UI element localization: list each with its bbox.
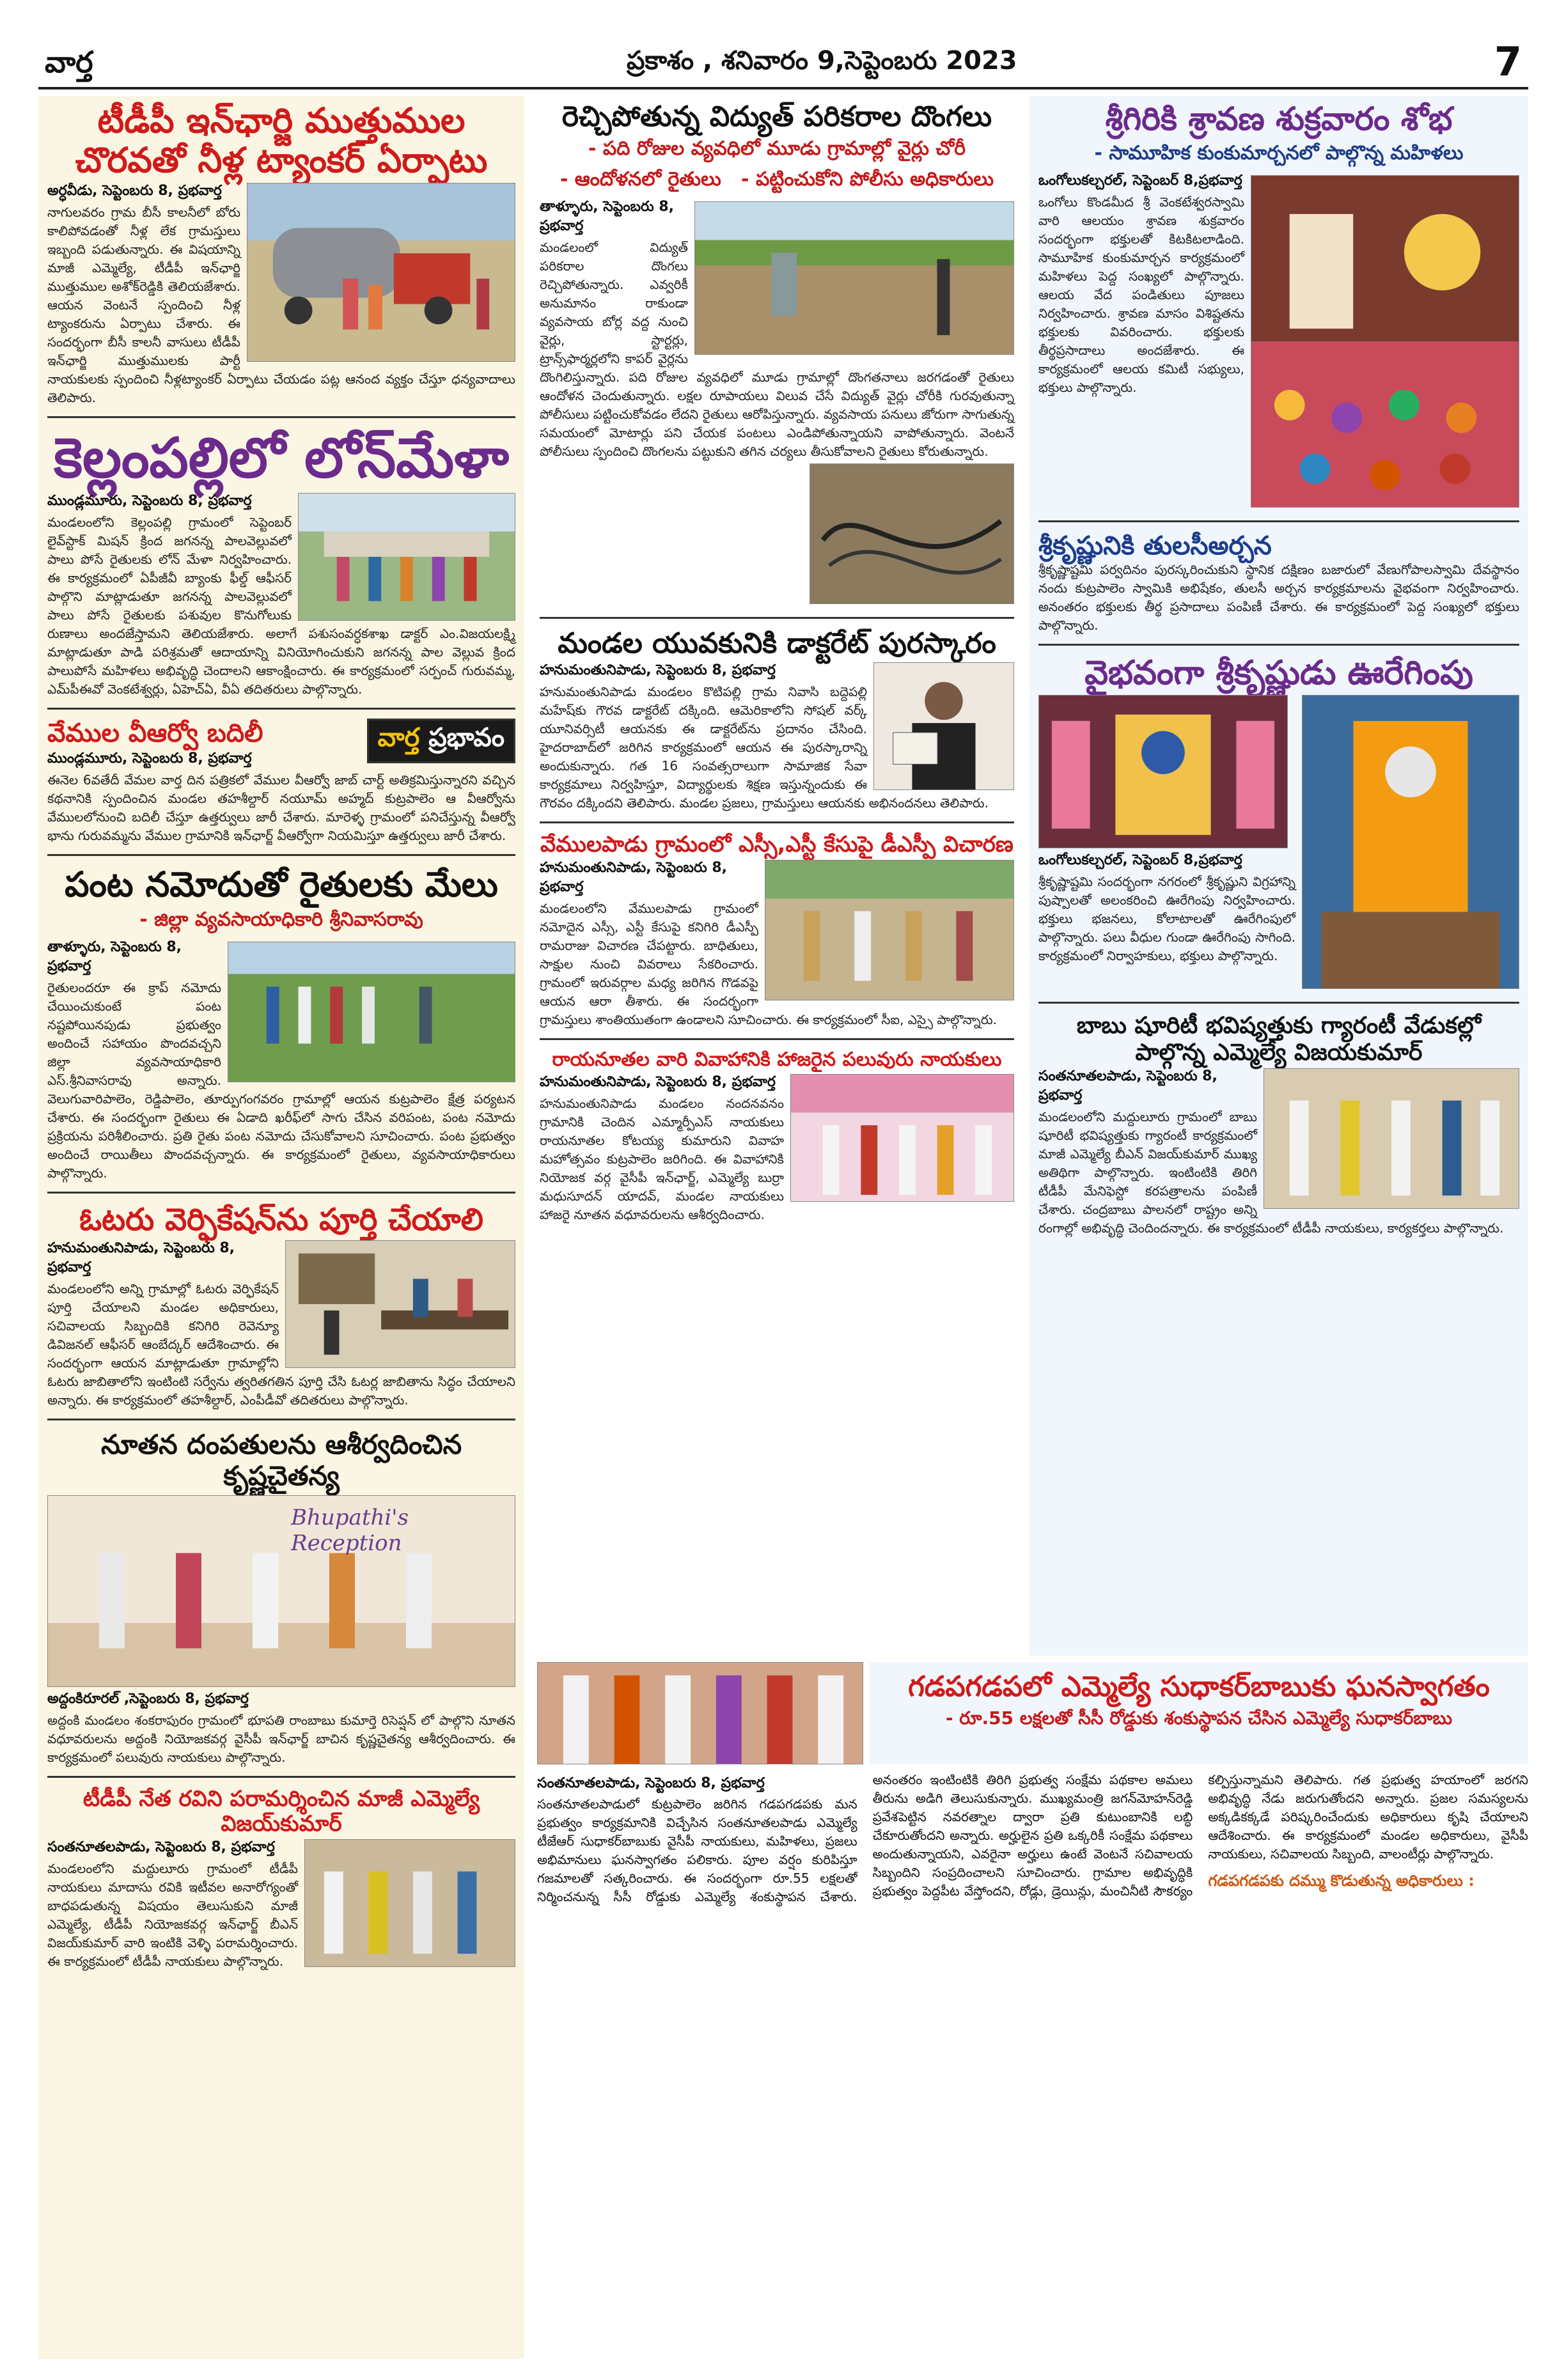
story-body: సంతనూతలపాడులో కుట్రపాలెం జరిగిన గడపగడపకు మన ప్రభుత్వం కార్యక్రమానికి విచ్చేసిన సంతనూతలపాడు ఎమ్మెల్యే టీజేఆర్ సుధాకర్‌బాబుకు వైసీపీ నాయకులు, మహిళలు, ప్రజలు అభిమానులు ఘనస్వాగతం పలికారు. పూల వర్షం కురిపిస్తూ గజమాలతో సత్కరించారు. ఈ సందర్భంగా రూ.55 లక్షలతో నిర్మించనున్న సీసీ రోడ్డుకు ఎమ్మెల్యే శంకుస్థాపన చేశారు. అనంతరం ఇంటింటికి తిరిగి ప్రభుత్వ సంక్షేమ పథకాల అమలు తీరును అడిగి తెలుసుకున్నారు. ముఖ్యమంత్రి జగన్‌మోహన్‌రెడ్డి ప్రవేశపెట్టిన నవరత్నాల ద్వారా ప్రతి కుటుంబానికి లబ్ధి చేకూరుతోందని అన్నారు. అర్హులైన ప్రతి ఒక్కరికీ సంక్షేమ పథకాలు అందుతున్నాయని, ఎవరైనా అర్హులు ఉంటే వెంటనే సచివాలయ సిబ్బందిని సంప్రదించాలని సూచించారు. గ్రామాల అభివృద్ధికి ప్రభుత్వం పెద్దపీట వేస్తోందని, రోడ్లు, డ్రెయిన్లు, మంచినీటి సౌకర్యం కల్పిస్తున్నామని తెలిపారు. గత ప్రభుత్వ హయాంలో జరగని అభివృద్ధి నేడు జరుగుతోందని అన్నారు. ప్రజల సమస్యలను అక్కడికక్కడే పరిష్కరించేందుకు అధికారులు కృషి చేయాలని ఆదేశించారు. ఈ కార్యక్రమంలో మండల అధికారులు, వైసీపీ నాయకులు, సచివాలయ సిబ్బంది, వాలంటీర్లు పాల్గొన్నారు. bbox=[537, 1772, 1528, 1904]
story-wedding-leaders bbox=[531, 1044, 1023, 1229]
headline: గడపగడపలో ఎమ్మెల్యే సుధాకర్‌బాబుకు ఘనస్వాగతం bbox=[908, 1670, 1490, 1703]
headline: నూతన దంపతులను ఆశీర్వదించిన కృష్ణచైతన్య bbox=[100, 1429, 462, 1491]
headline: శ్రీకృష్ణునికి తులసీఅర్చన bbox=[1038, 531, 1272, 561]
subheadline: పాల్గొన్న ఎమ్మెల్యే విజయకుమార్ bbox=[1135, 1039, 1423, 1066]
headline: టీడీపీ నేత రవిని పరామర్శించిన మాజీ ఎమ్మెల్యే విజయ్‌కుమార్ bbox=[82, 1785, 480, 1837]
photo-dsp-inquiry bbox=[765, 860, 1014, 1000]
photo-mla-welcome bbox=[537, 1662, 863, 1764]
divider bbox=[47, 1192, 515, 1194]
column-left bbox=[38, 96, 524, 2359]
byline: హనుమంతునిపాడు, సెప్టెంబరు 8, ప్రభవార్త bbox=[540, 1073, 776, 1090]
subheadline: - రూ.55 లక్షలతో సీసీ రోడ్డుకు శంకుస్థాపన చేసిన ఎమ్మెల్యే సుధాకర్‌బాబు bbox=[945, 1707, 1453, 1729]
subheadline: - జిల్లా వ్యవసాయాధికారి శ్రీనివాసరావు bbox=[139, 908, 423, 931]
photo-visit bbox=[304, 1839, 515, 1967]
story-sravana-friday bbox=[1029, 96, 1528, 517]
byline: సంతనూతలపాడు, సెప్టెంబరు 8, ప్రభవార్త bbox=[537, 1775, 765, 1791]
story-doctorate bbox=[531, 623, 1023, 818]
story-body: మండలంలో విద్యుత్ పరికరాల దొంగలు రెచ్చిపోతున్నారు. ఎవ్వరికీ అనుమానం రాకుండా వ్యవసాయ బోర్ల వద్ద నుంచి వైర్లు, స్టార్టర్లు, ట్రాన్స్‌ఫార్మర్లలోని కాపర్ వైర్లను దొంగిలిస్తున్నారు. పది రోజుల వ్యవధిలో మూడు గ్రామాల్లో దొంగతనాలు జరగడంతో రైతులు ఆందోళన చెందుతున్నారు. లక్షల రూపాయలు విలువ చేసే విద్యుత్ వైర్లు చోరీకి గురవుతున్నా పోలీసులు పట్టించుకోవడం లేదని రైతులు ఆరోపిస్తున్నారు. వ్యవసాయ పనులు జోరుగా సాగుతున్న సమయంలో మోటార్లు పని చేయక పంటలు ఎండిపోతున్నాయని వాపోతున్నారు. వెంటనే పోలీసులు స్పందించి దొంగలను పట్టుకుని తగిన చర్యలు తీసుకోవాలని రైతులు కోరుతున్నారు. bbox=[540, 239, 1014, 459]
headline: చొరవతో నీళ్ల ట్యాంకర్ ఏర్పాటు bbox=[75, 140, 488, 181]
byline: ఒంగోలుకల్చరల్, సెప్టెంబర్ 8,ప్రభవార్త bbox=[1038, 852, 1242, 869]
photo-loan-mela bbox=[298, 493, 515, 621]
story-body: హనుమంతునిపాడు మండలం నందనవనం గ్రామానికి చెందిన ఎమ్మార్పీఎస్ నాయకులు రాయనూతల కోటయ్య కుమారుని వివాహ మహోత్సవం కుట్రపాలెం జరిగింది. ఈ వివాహానికి నియోజక వర్గ వైసీపీ ఇన్‌ఛార్జ్, ఎమ్మెల్యే బుర్రా మధుసూదన్ యాదవ్, మండల నాయకులు హాజరై నూతన వధూవరులను ఆశీర్వదించారు. bbox=[540, 1095, 784, 1222]
story-body: ఒంగోలు కొండమీద శ్రీ వెంకటేశ్వరస్వామి వారి ఆలయం శ్రావణ శుక్రవారం సందర్భంగా భక్తులతో కిటకిటలాడింది. సామూహిక కుంకుమార్చన కార్యక్రమంలో మహిళలు పెద్ద సంఖ్యలో పాల్గొన్నారు. ఆలయ వేద పండితులు పూజలు నిర్వహించారు. శ్రావణ మాసం విశిష్టతను భక్తులకు వివరించారు. భక్తులకు తీర్థప్రసాదాలు అందజేశారు. ఈ కార్యక్రమంలో ఆలయ కమిటీ సభ్యులు, భక్తులు పాల్గొన్నారు. bbox=[1038, 194, 1244, 395]
story-crop-registration bbox=[38, 860, 524, 1188]
photo-crop-field bbox=[228, 942, 515, 1082]
subheadline: - పది రోజుల వ్యవధిలో మూడు గ్రామాల్లో వైర్లు చోరీ bbox=[588, 137, 966, 160]
headline: పంట నమోదుతో రైతులకు మేలు bbox=[65, 864, 498, 905]
byline: ఒంగోలుకల్చరల్, సెప్టెంబర్ 8,ప్రభవార్త bbox=[1038, 172, 1242, 189]
masthead bbox=[38, 32, 1528, 89]
box-title: గడపగడపకు దమ్ము కొడుతున్న అధికారులు : bbox=[1208, 1872, 1475, 1890]
subheadline: - సామూహిక కుంకుమార్చనలో పాల్గొన్న మహిళలు bbox=[1094, 141, 1464, 164]
byline: ముండ్లమూరు, సెప్టెంబరు 8, ప్రభవార్త bbox=[47, 493, 252, 509]
divider bbox=[1038, 520, 1519, 522]
story-voter-verification bbox=[38, 1197, 524, 1415]
story-body: అద్దంకి మండలం శంకరాపురం గ్రామంలో భూపతి రాంబాబు కుమార్తె రిసెప్షన్ లో పాల్గొని నూతన వధూవరులను అద్దంకి నియోజకవర్గ వైసీపీ ఇన్‌ఛార్జ్ బాచిన కృష్ణచైతన్య ఆశీర్వదించారు. ఈ కార్యక్రమంలో పలువురు నాయకులు పాల్గొన్నారు. bbox=[47, 1712, 515, 1765]
divider bbox=[540, 617, 1014, 619]
story-body: మండలంలోని మద్దులూరు గ్రామంలో టీడీపీ నాయకులు మాదాసు రవికి ఇటీవల అనారోగ్యంతో బాధపడుతున్న విషయం తెలుసుకుని మాజీ ఎమ్మెల్యే, టీడీపీ నియోజకవర్గ ఇన్‌ఛార్జ్ బీఎన్ విజయ్‌కుమార్ వారి ఇంటికి వెళ్ళి పరామర్శించారు. ఈ కార్యక్రమంలో టీడీపీ నాయకులు పాల్గొన్నారు. bbox=[47, 1861, 298, 1970]
headline: రాయనూతల వారి వివాహానికి హాజరైన పలువురు నాయకులు bbox=[552, 1048, 1002, 1071]
story-body: హనుమంతునిపాడు మండలం కొటిపల్లి గ్రామ నివాసి బద్దెపల్లి మహేష్‌కు గౌరవ డాక్టరేట్ దక్కింది. ఆమెరికాలోని సోషల్ వర్క్ యూనివర్సిటీ ఆయనకు ఈ డాక్టరేట్‌ను ప్రదానం చేసింది. హైదరాబాద్‌లో జరిగిన కార్యక్రమంలో ఆయన ఈ పురస్కారాన్ని అందుకున్నారు. గత 16 సంవత్సరాలుగా సామాజిక సేవా కార్యక్రమాలు నిర్వహిస్తూ, విద్యార్థులకు శిక్షణ ఇస్తున్నందుకు ఈ గౌరవం దక్కిందని తెలిపారు. మండల ప్రజలు, గ్రామస్తులు ఆయనకు అభినందనలు తెలిపారు. bbox=[540, 684, 989, 811]
column-right bbox=[1029, 96, 1528, 1656]
story-body: మండలంలోని అన్ని గ్రామాల్లో ఓటరు వెర్ఫికేషన్ పూర్తి చేయాలని మండల అధికారులు, సచివాలయ సిబ్బందికి కనిగిరి రెవెన్యూ డివిజనల్ ఆఫీసర్ ఆంబేద్కర్ ఆదేశించారు. ఈ సందర్భంగా ఆయన మాట్లాడుతూ గ్రామాల్లోని ఓటరు జాబితాలోని ఇంటింటి సర్వేను త్వరితగతిన పూర్తి చేసి ఓటర్ల జాబితాను సిద్ధం చేయాలని అన్నారు. ఈ కార్యక్రమంలో తహశీల్దార్, ఎంపీడీవో తదితరులు పాల్గొన్నారు. bbox=[47, 1281, 515, 1408]
story-tulasi-archana bbox=[1029, 526, 1528, 640]
byline: హనుమంతునిపాడు, సెప్టెంబరు 8, ప్రభవార్త bbox=[540, 662, 776, 679]
story-body: రైతులందరూ ఈ క్రాప్ నమోదు చేయించుకుంటే పంట నష్టపోయినపుడు ప్రభుత్వం అందించే సహాయం పొందవచ్చని జిల్లా వ్యవసాయాధికారి ఎస్.శ్రీనివాసరావు అన్నారు. వెలుగువారిపాలెం, రెడ్డిపాలెం, తూర్పుగంగవరం గ్రామాల్లో ఆయన కుట్రపాలెం క్షేత్ర పర్యటన చేశారు. ఈ సందర్భంగా రైతులు ఈ ఏడాది ఖరీఫ్‌లో సాగు చేసిన వరిపంట, పంట నమోదు ప్రక్రియను పరిశీలించారు. ప్రతి రైతు పంట నమోదు చేసుకోవాలని సూచించారు. పంట ప్రభుత్వం అందించే రాయితీలు పొందవచ్చన్నారు. ఈ కార్యక్రమంలో రైతులు, వ్యవసాయాధికారులు పాల్గొన్నారు. bbox=[47, 980, 515, 1181]
story-body: శ్రీకృష్ణాష్టమి పర్వదినం పురస్కరించుకుని స్థానిక దక్షిణం బజారులో వేణుగోపాలస్వామి దేవస్థానం నందు కుట్రపాలెం స్వామికి అభిషేకం, తులసీ అర్చన కార్యక్రమాలను వైభవంగా నిర్వహించారు. అనంతరం భక్తులకు తీర్థ ప్రసాదాలు పంపిణీ చేశారు. ఈ కార్యక్రమంలో పెద్ద సంఖ్యలో భక్తులు పాల్గొన్నారు. bbox=[1038, 561, 1519, 633]
story-body: మండలంలోని కెల్లంపల్లి గ్రామంలో సెప్టెంబర్ లైవ్‌స్టాక్ మిషన్ క్రింద జగనన్న పాలవెల్లువలో పాలు పోసే రైతులకు లోన్ మేళా నిర్వహించారు. ఈ కార్యక్రమంలో ఏపీజీవీ బ్యాంకు ఫీల్డ్ ఆఫీసర్ పాల్గొని మాట్లాడుతూ జగనన్న పాలవెల్లువలో పాలు పోసే రైతులకు పశువుల కొనుగోలుకు రుణాలు అందజేస్తామని తెలియజేశారు. అలాగే పశుసంవర్ధకశాఖ డాక్టర్ ఎం.విజయలక్ష్మి మాట్లాడుతూ పాడి పరిశ్రమతో ఆదాయాన్ని వినియోగించుకుని జగనన్న పాల వెల్లువ క్రింద పాలుపోసే మహిళలు అభివృద్ధి చెందాలని ఆకాంక్షించారు. ఈ కార్యక్రమంలో సర్పంచ్ గురువమ్మ, ఎమ్‌పీఈవో వెంకటేశ్వర్లు, ఏహెచ్ఏ, వీఏ తదితరులు పాల్గొన్నారు. bbox=[47, 515, 515, 697]
divider bbox=[1038, 1002, 1519, 1004]
photo-caption: Bhupathi's Reception bbox=[291, 1504, 409, 1556]
story-vro-transfer bbox=[38, 713, 524, 850]
dateline: ప్రకాశం , శనివారం 9,సెప్టెంబరు 2023 bbox=[627, 46, 1017, 75]
story-couple-blessing bbox=[38, 1424, 524, 1772]
story-body: మండలంలోని మద్దులూరు గ్రామంలో బాబు షూరిటీ భవిష్యత్తుకు గ్యారంటీ కార్యక్రమంలో మాజీ ఎమ్మెల్యే బీఎన్ విజయ్‌కుమార్ ముఖ్య అతిథిగా పాల్గొన్నారు. ఇంటింటికి తిరిగి టీడీపీ మేనిఫెస్టో కరపత్రాలను పంపిణీ చేశారు. చంద్రబాబు పాలనలో రాష్ట్రం అన్ని రంగాల్లో అభివృద్ధి చెందిందన్నారు. ఈ కార్యక్రమంలో టీడీపీ నాయకులు, కార్యకర్తలు పాల్గొన్నారు. bbox=[1038, 1109, 1504, 1236]
headline: వేముల వీఆర్వో బదిలీ bbox=[47, 719, 263, 749]
divider bbox=[540, 1038, 1014, 1040]
story-wire-theft bbox=[531, 96, 1023, 613]
headline: బాబు షూరిటీ భవిష్యత్తుకు గ్యారంటీ వేడుకల్లో bbox=[1076, 1013, 1482, 1039]
story-water-tanker bbox=[38, 96, 524, 412]
divider bbox=[47, 1419, 515, 1420]
banner-mla-welcome bbox=[870, 1662, 1528, 1764]
story-body: నాగులవరం గ్రామ బీసీ కాలనీలో బోరు కాలిపోవడంతో నీళ్ల లేక గ్రామస్తులు ఇబ్బంది పడుతున్నారు. ఈ విషయాన్ని మాజీ ఎమ్మెల్యే, టీడీపీ ఇన్‌ఛార్జి ముత్తుముల అశోక్‌రెడ్డికి తెలియజేశారు. ఆయన వెంటనే స్పందించి నీళ్ల ట్యాంకరును ఏర్పాటు చేశారు. ఈ సందర్భంగా బీసీ కాలనీ వాసులు టీడీపీ ఇన్‌ఛార్జి ముత్తుములకు పార్టీ నాయకులకు స్పందించి నీళ్లట్యాంకర్ ఏర్పాటు చేయడం పట్ల ఆనంద వ్యక్తం చేస్తూ ధన్యవాదాలు తెలిపారు. bbox=[47, 205, 515, 406]
photo-babu-surety bbox=[1264, 1068, 1519, 1209]
headline: రెచ్చిపోతున్న విద్యుత్ పరికరాల దొంగలు bbox=[561, 100, 992, 133]
story-babu-surety bbox=[1029, 1007, 1528, 1243]
divider bbox=[47, 854, 515, 856]
story-krishna-procession bbox=[1029, 649, 1528, 999]
divider bbox=[47, 1776, 515, 1778]
page-number: 7 bbox=[1494, 38, 1522, 85]
photo-water-tanker bbox=[247, 183, 515, 362]
story-tdp-visit bbox=[38, 1782, 524, 1976]
byline: సంతనూతలపాడు, సెప్టెంబరు 8, ప్రభవార్త bbox=[1038, 1068, 1217, 1104]
vaartha-prabhavam-badge: వార్త ప్రభావం bbox=[367, 719, 515, 763]
photo-wedding bbox=[790, 1074, 1014, 1202]
headline: టీడీపీ ఇన్‌ఛార్జి ముత్తుముల bbox=[97, 100, 466, 141]
byline: అద్దంకిరూరల్ ,సెప్టెంబరు 8, ప్రభవార్త bbox=[47, 1690, 249, 1707]
headline: కెల్లంపల్లిలో లోన్‌మేళా bbox=[54, 426, 509, 491]
photo-office-meeting bbox=[285, 1240, 515, 1368]
column-middle bbox=[531, 96, 1023, 1656]
byline: సంతనూతలపాడు, సెప్టెంబరు 8, ప్రభవార్త bbox=[47, 1839, 275, 1856]
story-dsp-inquiry bbox=[531, 827, 1023, 1034]
story-body: ఈనెల 6వతేదీ వేమల వార్త దిన పత్రికలో వేముల వీఆర్వో జాబ్ చార్ట్ అతిక్రమిస్తున్నారని వచ్చిన కథనానికి స్పందించిన మండల తహశీల్దార్ నయూమ్ అహ్మద్ కుట్రపాలెం ఆ వీఆర్వోను వేములలోనుంచి బదిలీ చేస్తూ ఉత్తర్వులు జారీ చేశారు. మారెళ్ళ గ్రామంలో పనిచేస్తున్న వీఆర్వో భాను గురువమ్మను వేముల గ్రామానికి ఇన్‌ఛార్జ్ వీఆర్వోగా నియమిస్తూ ఉత్తర్వులు జారీ చేశారు. bbox=[47, 772, 515, 844]
photo-procession bbox=[1302, 695, 1519, 989]
story-loan-mela bbox=[38, 422, 524, 704]
photo-temple-kumkumarchana bbox=[1251, 175, 1519, 508]
paper-name: వార్త bbox=[45, 45, 93, 79]
byline: అర్ధవీడు, సెప్టెంబరు 8, ప్రభవార్త bbox=[47, 183, 222, 199]
story-body: శ్రీకృష్ణాష్టమి సందర్భంగా నగరంలో శ్రీకృష్ణుని విగ్రహాన్ని పుష్పాలతో అలంకరించి ఊరేగింపు నిర్వహించారు. భక్తులు భజనలు, కోలాటాలతో ఊరేగింపులో పాల్గొన్నారు. పలు వీధుల గుండా ఊరేగింపు సాగింది. కార్యక్రమంలో నిర్వాహకులు, భక్తులు పాల్గొన్నారు. bbox=[1038, 874, 1295, 964]
divider bbox=[47, 416, 515, 418]
headline: ఓటరు వెర్ఫికేషన్‌ను పూర్తి చేయాలి bbox=[79, 1202, 483, 1238]
story-body: మండలంలోని వేములపాడు గ్రామంలో నమోదైన ఎస్సీ, ఎస్టీ కేసుపై కనిగిరి డీఎస్పీ రామరాజు విచారణ చేపట్టారు. బాధితులు, సాక్షుల నుంచి వివరాలు సేకరించారు. గ్రామంలో ఇరువర్గాల మధ్య జరిగిన గొడవపై ఆయన ఆరా తీశారు. ఈ సందర్భంగా గ్రామస్తులు శాంతియుతంగా ఉండాలని సూచించారు. ఈ కార్యక్రమంలో సీఐ, ఎస్సై పాల్గొన్నారు. bbox=[540, 901, 997, 1028]
byline: తాళ్ళూరు, సెప్టెంబరు 8, ప్రభవార్త bbox=[47, 939, 182, 975]
byline: ముండ్లమూరు, సెప్టెంబరు 8, ప్రభవార్త bbox=[47, 751, 252, 767]
byline: హనుమంతునిపాడు, సెప్టెంబరు 8, ప్రభవార్త bbox=[47, 1240, 235, 1276]
headline: వేములపాడు గ్రామంలో ఎస్సీ,ఎస్టీ కేసుపై డీఎస్పీ విచారణ bbox=[540, 832, 1013, 858]
photo-doctorate bbox=[873, 662, 1014, 790]
photo-cut-wires bbox=[810, 463, 1014, 604]
photo-krishna-idol bbox=[1038, 695, 1288, 848]
photo-reception bbox=[47, 1495, 515, 1687]
divider bbox=[540, 821, 1014, 823]
divider bbox=[1038, 644, 1519, 646]
divider bbox=[47, 708, 515, 710]
photo-farm-field bbox=[694, 201, 1014, 355]
byline: తాళ్ళూరు, సెప్టెంబరు 8, ప్రభవార్త bbox=[540, 198, 675, 234]
story-columns bbox=[537, 1771, 1528, 1906]
byline: హనుమంతునిపాడు, సెప్టెంబరు 8, ప్రభవార్త bbox=[540, 860, 728, 896]
story-mla-welcome bbox=[537, 1771, 1528, 2359]
headline: శ్రీగిరికి శ్రావణ శుక్రవారం శోభ bbox=[1105, 100, 1453, 137]
subheadline: - ఆందోళనలో రైతులు - పట్టించుకోని పోలీసు అధికారులు bbox=[559, 167, 994, 191]
headline: మండల యువకునికి డాక్టరేట్ పురస్కారం bbox=[558, 626, 996, 660]
headline: వైభవంగా శ్రీకృష్ణుడు ఊరేగింపు bbox=[1084, 653, 1473, 692]
